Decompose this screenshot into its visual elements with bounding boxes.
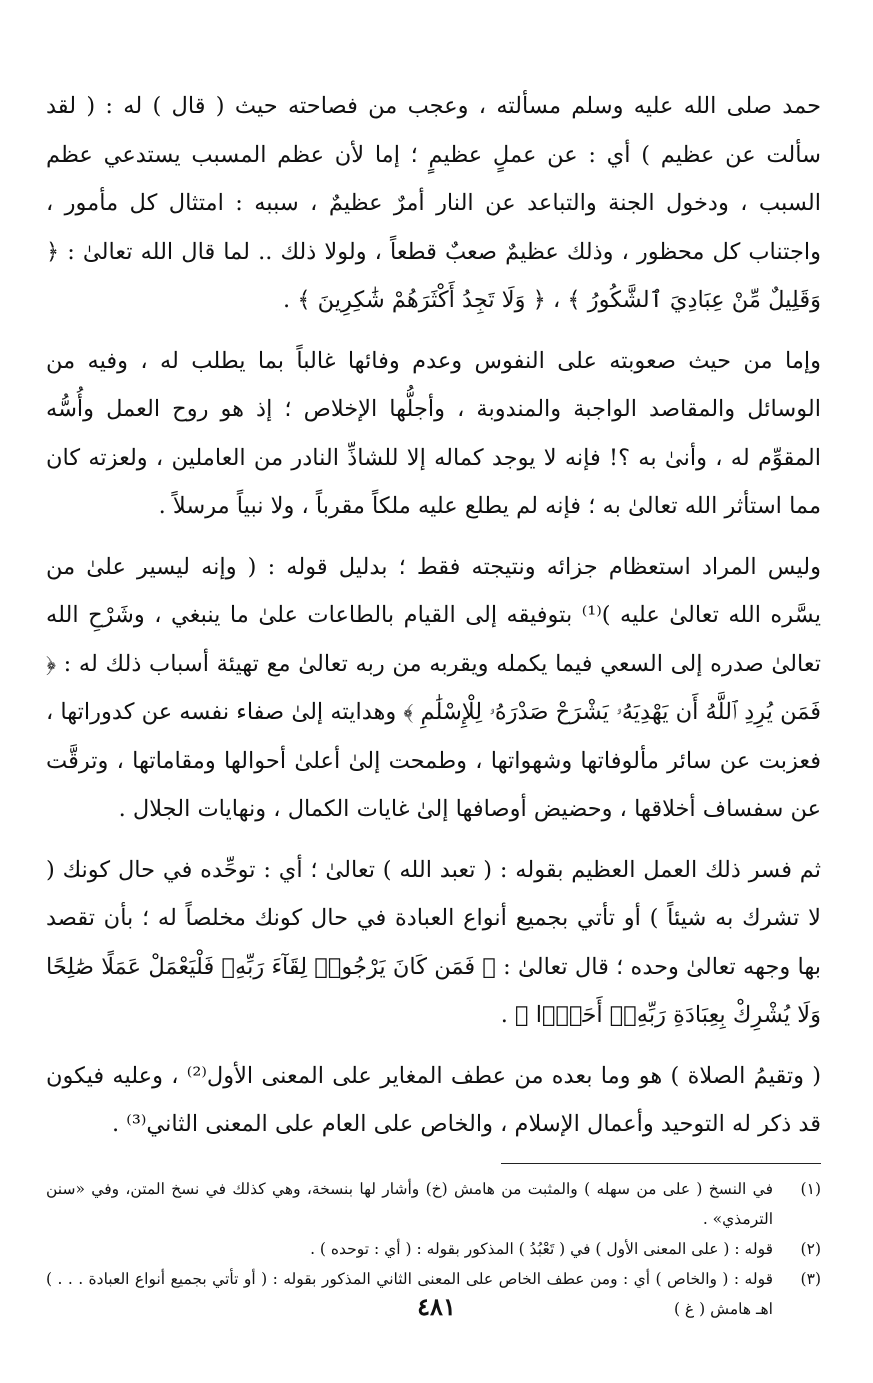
footnote <box>46 1174 821 1234</box>
footnote-text: قوله : ( على المعنى الأول ) في ( تَعْبُدُ ) المذكور بقوله : ( أي : توحده ) . <box>310 1239 773 1258</box>
footnote-separator <box>501 1163 821 1164</box>
footnote-number: (٣) <box>800 1269 821 1288</box>
footnote-text: قوله : ( والخاص ) أي : ومن عطف الخاص على المعنى الثاني المذكور بقوله : ( أو تأتي بجميع أنواع العبادة . . . ) اهـ هامش ( غ ) <box>46 1269 773 1318</box>
footnote-number: (١) <box>800 1179 821 1198</box>
paragraph-2: وإما من حيث صعوبته على النفوس وعدم وفائها غالباً بما يطلب له ، وفيه من الوسائل والمقاصد الواجبة والمندوبة ، وأجلُّها الإخلاص ؛ إذ هو روح العمل وأُسُّه المقوِّم له ، وأنىٰ به ؟! فإنه لا يوجد كماله إلا للشاذِّ النادر من العاملين ، ولعزته كان مما استأثر الله تعالىٰ به ؛ فإنه لم يطلع عليه ملكاً مقرباً ، ولا نبياً مرسلاً . <box>46 347 821 519</box>
footnote <box>46 1234 821 1264</box>
footnote-number: (٢) <box>800 1239 821 1258</box>
paragraph-5: ( وتقيمُ الصلاة ) هو وما بعده من عطف المغاير على المعنى الأول⁽²⁾ ، وعليه فيكون قد ذكر له التوحيد وأعمال الإسلام ، والخاص على العام على المعنى الثاني⁽³⁾ . <box>46 1062 821 1137</box>
page-number: ٤٨١ <box>417 1292 456 1321</box>
paragraph-3: وليس المراد استعظام جزائه ونتيجته فقط ؛ بدليل قوله : ( وإنه ليسير علىٰ من يسَّره الله تعالىٰ عليه )⁽¹⁾ بتوفيقه إلى القيام بالطاعات علىٰ ما ينبغي ، وشَرْحِ الله تعالىٰ صدره إلى السعي فيما يكمله ويقربه من ربه تعالىٰ مع تهيئة أسباب ذلك له : ﴿ فَمَن يُرِدِ ٱللَّهُ أَن يَهْدِيَهُۥ يَشْرَحْ صَدْرَهُۥ لِلْإِسْلَٰمِ ﴾ وهدايته إلىٰ صفاء نفسه عن كدوراتها ، فعزبت عن سائر مألوفاتها وشهواتها ، وطمحت إلىٰ أعلىٰ أحوالها ومقاماتها ، وترقَّت عن سفساف أخلاقها ، وحضيض أوصافها إلىٰ غايات الكمال ، ونهايات الجلال . <box>46 553 821 822</box>
footnote-text: في النسخ ( على من سهله ) والمثبت من هامش (خ) وأشار لها بنسخة، وهي كذلك في نسخ المتن، وفي «سنن الترمذي» . <box>46 1179 773 1228</box>
paragraph-1: حمد صلى الله عليه وسلم مسألته ، وعجب من فصاحته حيث ( قال ) له : ( لقد سألت عن عظيم ) أي : عن عملٍ عظيمٍ ؛ إما لأن عظم المسبب يستدعي عظم السبب ، ودخول الجنة والتباعد عن النار أمرٌ عظيمٌ ، سببه : امتثال كل مأمور ، واجتناب كل محظور ، وذلك عظيمٌ صعبٌ قطعاً ، ولولا ذلك .. لما قال الله تعالىٰ : ﴿ وَقَلِيلٌ مِّنْ عِبَادِيَ ٱلشَّكُورُ ﴾ ، ﴿ وَلَا تَجِدُ أَكْثَرَهُمْ شَٰكِرِينَ ﴾ . <box>46 93 821 313</box>
main-text <box>46 82 821 1149</box>
paragraph-4: ثم فسر ذلك العمل العظيم بقوله : ( تعبد الله ) تعالىٰ ؛ أي : توحِّده في حال كونك ( لا تشرك به شيئاً ) أو تأتي بجميع أنواع العبادة في حال كونك مخلصاً له ؛ بأن تقصد بها وجهه تعالىٰ وحده ؛ قال تعالىٰ : ﴿ فَمَن كَانَ يَرْجُوا۟ لِقَآءَ رَبِّهِۦ فَلْيَعْمَلْ عَمَلًا صَٰلِحًا وَلَا يُشْرِكْ بِعِبَادَةِ رَبِّهِۦٓ أَحَدًۢا ﴾ . <box>46 856 821 1028</box>
